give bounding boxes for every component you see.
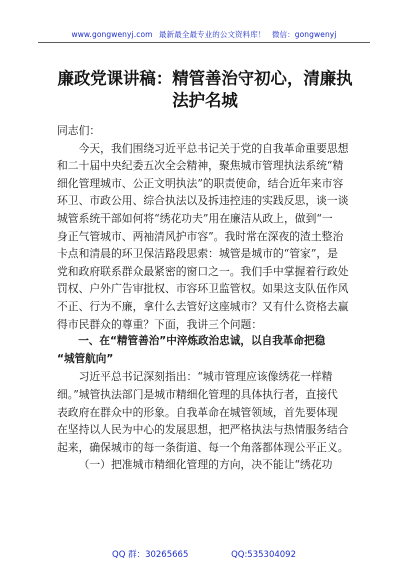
paragraph-intro-line: 党和政府联系群众最紧密的窗口之一。我们手中掌握着行政处 [57,264,349,278]
section-heading-1-line: 一、在“精管善治”中淬炼政治忠诚，以自我革命把稳 [78,335,326,348]
paragraph-intro-line: 城管系统干部如何将“绣花功夫”用在廉洁从政上，做到“一 [57,211,333,225]
paragraph-intro-line: 身正气管城市、两袖清风护市容”。我时常在深夜的渣土整治 [57,229,344,243]
paragraph-section-1-line: 起来，确保城市的每一条街道、每一个角落都体现公平正义。 [57,440,349,454]
paragraph-section-1-line: 表政府在群众中的形象。自我革命在城管领域，首先要体现 [57,405,338,419]
site-slogan: 最新最全最专业的公文资料库！ [159,30,266,39]
paragraph-intro-line: 细化管理城市、公正文明执法”的职责使命，结合近年来市容 [57,176,344,190]
paragraph-section-1-line: 习近平总书记深刻指出：“城市管理应该像绣花一样精 [78,370,333,384]
header-divider [38,42,370,43]
paragraph-section-1-line: 在坚持以人民为中心的发展思想，把严格执法与热情服务结合 [57,423,349,437]
paragraph-intro-line: 罚权、户外广告审批权、市容环卫监管权。如果这支队伍作风 [57,282,349,296]
paragraph-intro [57,140,363,334]
wechat-id: 微信：gongwenyj [271,30,337,39]
qq-group: QQ 群：30265665 [112,550,189,560]
paragraph-intro-line: 今天，我们围绕习近平总书记关于党的自我革命重要思想 [78,141,349,155]
document-title [40,68,370,112]
section-heading-1-line: “城管航向” [57,352,114,365]
paragraph-subsection-1: （一）把准城市精细化管理的方向，决不能让“绣花功 [78,458,333,472]
paragraph-intro-line: 环卫、市政公用、综合执法以及拆违控违的实践反思，谈一谈 [57,194,349,208]
section-heading-1 [57,333,363,368]
paragraph-intro-line: 得市民群众的尊重？下面，我讲三个问题： [57,317,263,331]
greeting: 同志们： [57,124,101,137]
site-header [0,29,408,40]
paragraph-intro-line: 不正、行为不廉，拿什么去管好这座城市？又有什么资格去赢 [57,299,349,313]
paragraph-intro-line: 和二十届中央纪委五次全会精神，聚焦城市管理执法系统“精 [57,159,344,173]
page-footer [0,548,408,560]
site-url[interactable]: www.gongwenyj.com [71,30,153,39]
title-line-1: 廉政党课讲稿：精管善治守初心，清廉执 [57,69,353,88]
paragraph-section-1 [57,368,363,456]
qq-contact: QQ:535304092 [231,550,296,560]
title-line-2: 法护名城 [172,91,238,110]
paragraph-section-1-line: 细。”城管执法部门是城市精细化管理的具体执行者，直接代 [57,387,338,401]
document-body [57,122,363,474]
paragraph-intro-line: 卡点和清晨的环卫保洁路段思索：城管是城市的“管家”，是 [57,247,338,261]
